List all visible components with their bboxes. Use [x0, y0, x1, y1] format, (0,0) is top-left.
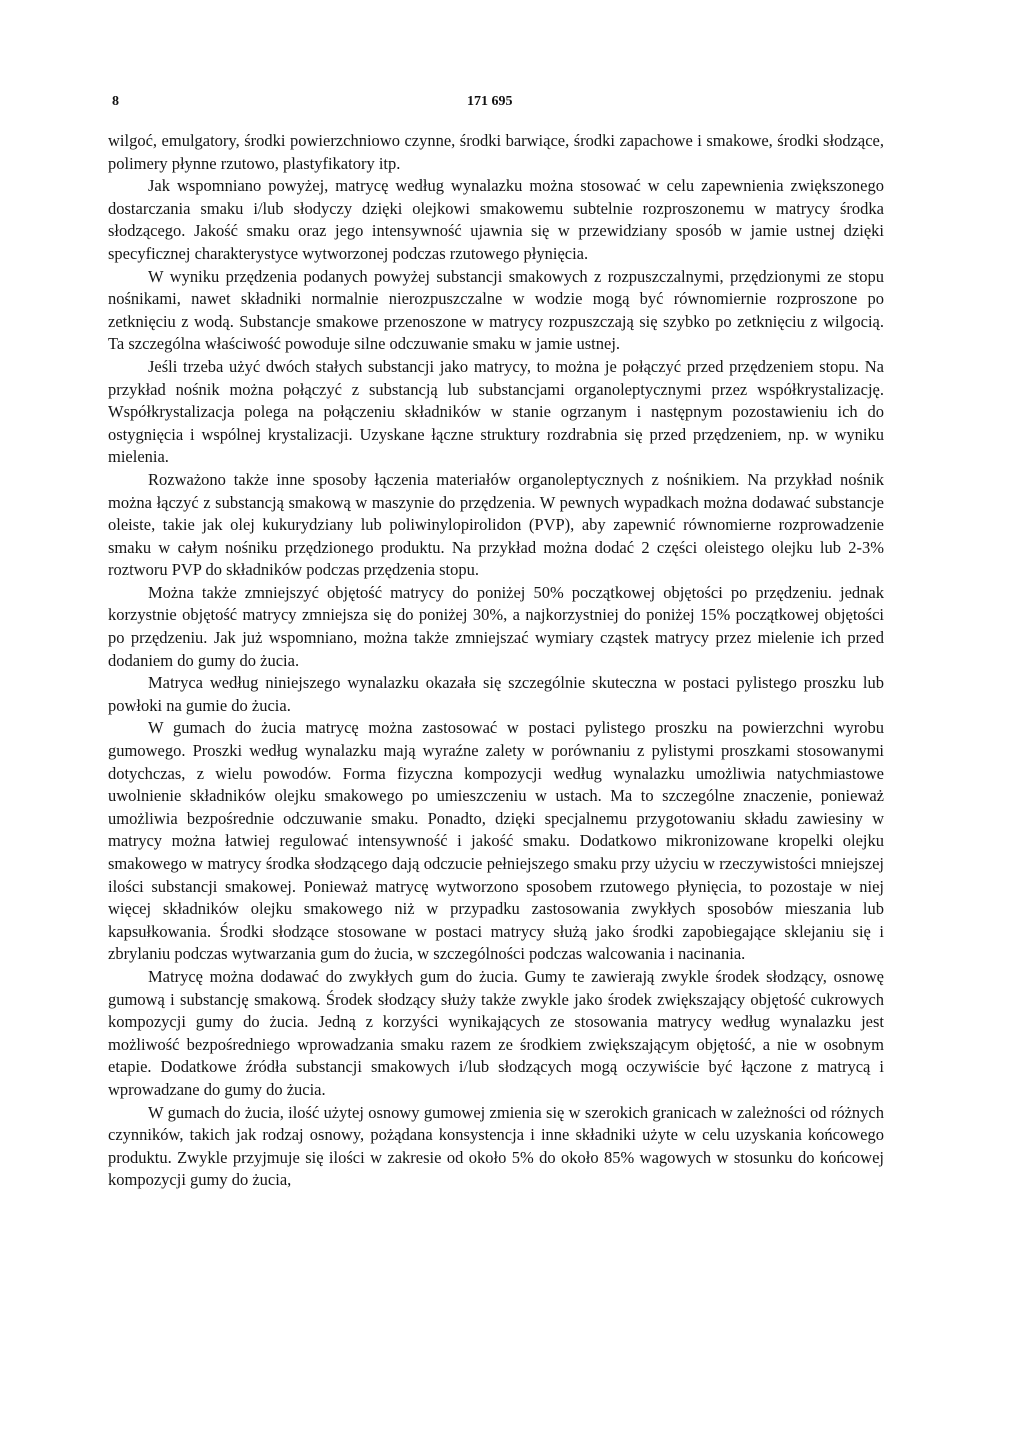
paragraph: wilgoć, emulgatory, środki powierzchniowo czynne, środki barwiące, środki zapachowe i smakowe, środki słodzące, polimery płynne rzutowo, plastyfikatory itp. — [108, 131, 884, 173]
page-header — [112, 94, 882, 114]
paragraph: Rozważono także inne sposoby łączenia materiałów organoleptycznych z nośnikiem. Na przykład nośnik można łączyć z substancją smakową w maszynie do przędzenia. W pewnych wypadkach można dodawać substancje oleiste, takie jak olej kukurydziany lub poliwinylopirolidon (PVP), aby zapewnić równomierne rozprowadzenie smaku w całym nośniku przędzionego produktu. Na przykład można dodać 2 części oleistego olejku lub 2-3% roztworu PVP do składników podczas przędzenia stopu. — [108, 469, 884, 580]
paragraph: Matrycę można dodawać do zwykłych gum do żucia. Gumy te zawierają zwykle środek słodzący, osnowę gumową i substancję smakową. Środek słodzący służy także zwykle jako środek zwiększający objętość cukrowych kompozycji gumy do żucia. Jedną z korzyści wynikających ze stosowania matrycy według wynalazku jest możliwość bezpośredniego wprowadzania smaku razem ze środkiem zwiększającym objętość, a nie w osobnym etapie. Dodatkowe źródła substancji smakowych i/lub słodzących mogą oczywiście być łączone z matrycą i wprowadzane do gumy do żucia. — [108, 966, 884, 1099]
body-text — [108, 130, 884, 1192]
paragraph: W gumach do żucia, ilość użytej osnowy gumowej zmienia się w szerokich granicach w zależności od różnych czynników, takich jak rodzaj osnowy, pożądana konsystencja i inne składniki użyte w celu uzyskania końcowego produktu. Zwykle przyjmuje się ilości w zakresie od około 5% do około 85% wagowych w stosunku do końcowej kompozycji gumy do żucia, — [108, 1102, 884, 1190]
paragraph: Jeśli trzeba użyć dwóch stałych substancji jako matrycy, to można je połączyć przed przędzeniem stopu. Na przykład nośnik można połączyć z substancją lub substancjami organoleptycznymi przez współkrystalizację. Współkrystalizacja polega na połączeniu składników w stanie ogrzanym i następnym pozostawieniu ich do ostygnięcia i wspólnej krystalizacji. Uzyskane łączne struktury rozdrabnia się przed przędzeniem, np. w wyniku mielenia. — [108, 356, 884, 467]
paragraph: Matryca według niniejszego wynalazku okazała się szczególnie skuteczna w postaci pylistego proszku lub powłoki na gumie do żucia. — [108, 673, 884, 715]
patent-number: 171 695 — [467, 94, 513, 109]
paragraph: Można także zmniejszyć objętość matrycy do poniżej 50% początkowej objętości po przędzeniu. jednak korzystnie objętość matrycy zmniejsza się do poniżej 30%, a najkorzystniej do poniżej 15% początkowej objętości po przędzeniu. Jak już wspomniano, można także zmniejszać wymiary cząstek matrycy przez mielenie ich przed dodaniem do gumy do żucia. — [108, 582, 884, 670]
paragraph: Jak wspomniano powyżej, matrycę według wynalazku można stosować w celu zapewnienia zwiększonego dostarczania smaku i/lub słodyczy dzięki olejkowi smakowemu subtelnie rozproszonemu w matrycy środka słodzącego. Jakość smaku oraz jego intensywność ujawnia się w przewidziany sposób w jamie ustnej dzięki specyficznej charakterystyce wytworzonej podczas rzutowego płynięcia. — [108, 176, 884, 263]
page-number: 8 — [112, 94, 119, 109]
paragraph: W gumach do żucia matrycę można zastosować w postaci pylistego proszku na powierzchni wyrobu gumowego. Proszki według wynalazku mają wyraźne zalety w porównaniu z pylistymi proszkami stosowanymi dotychczas, z wielu powodów. Forma fizyczna kompozycji według wynalazku umożliwia natychmiastowe uwolnienie składników olejku smakowego po umieszczeniu w ustach. Ma to szczególne znaczenie, ponieważ umożliwia bezpośrednie odczuwanie smaku. Ponadto, dzięki specjalnemu przygotowaniu składu zawiesiny w matrycy można łatwiej regulować intensywność i jakość smaku. Dodatkowo mikronizowane kropelki olejku smakowego w matrycy środka słodzącego dają odczucie pełniejszego smaku przy użyciu w rzeczywistości mniejszej ilości substancji smakowej. Ponieważ matrycę wytworzono sposobem rzutowego płynięcia, to pozostaje w niej więcej składników olejku smakowego niż w przypadku zastosowania zwykłych sposobów mieszania lub kapsułkowania. Środki słodzące stosowane w postaci matrycy służą jako środki zapobiegające sklejaniu się i zbrylaniu podczas wytwarzania gum do żucia, w szczególności podczas walcowania i nacinania. — [108, 718, 884, 964]
paragraph: W wyniku przędzenia podanych powyżej substancji smakowych z rozpuszczalnymi, przędzionymi ze stopu nośnikami, nawet składniki normalnie nierozpuszczalne w wodzie mogą być równomiernie rozproszone po zetknięciu z wodą. Substancje smakowe przenoszone w matrycy rozpuszczają się szybko po zetknięciu z wilgocią. Ta szczególna właściwość powoduje silne odczuwanie smaku w jamie ustnej. — [108, 266, 884, 354]
